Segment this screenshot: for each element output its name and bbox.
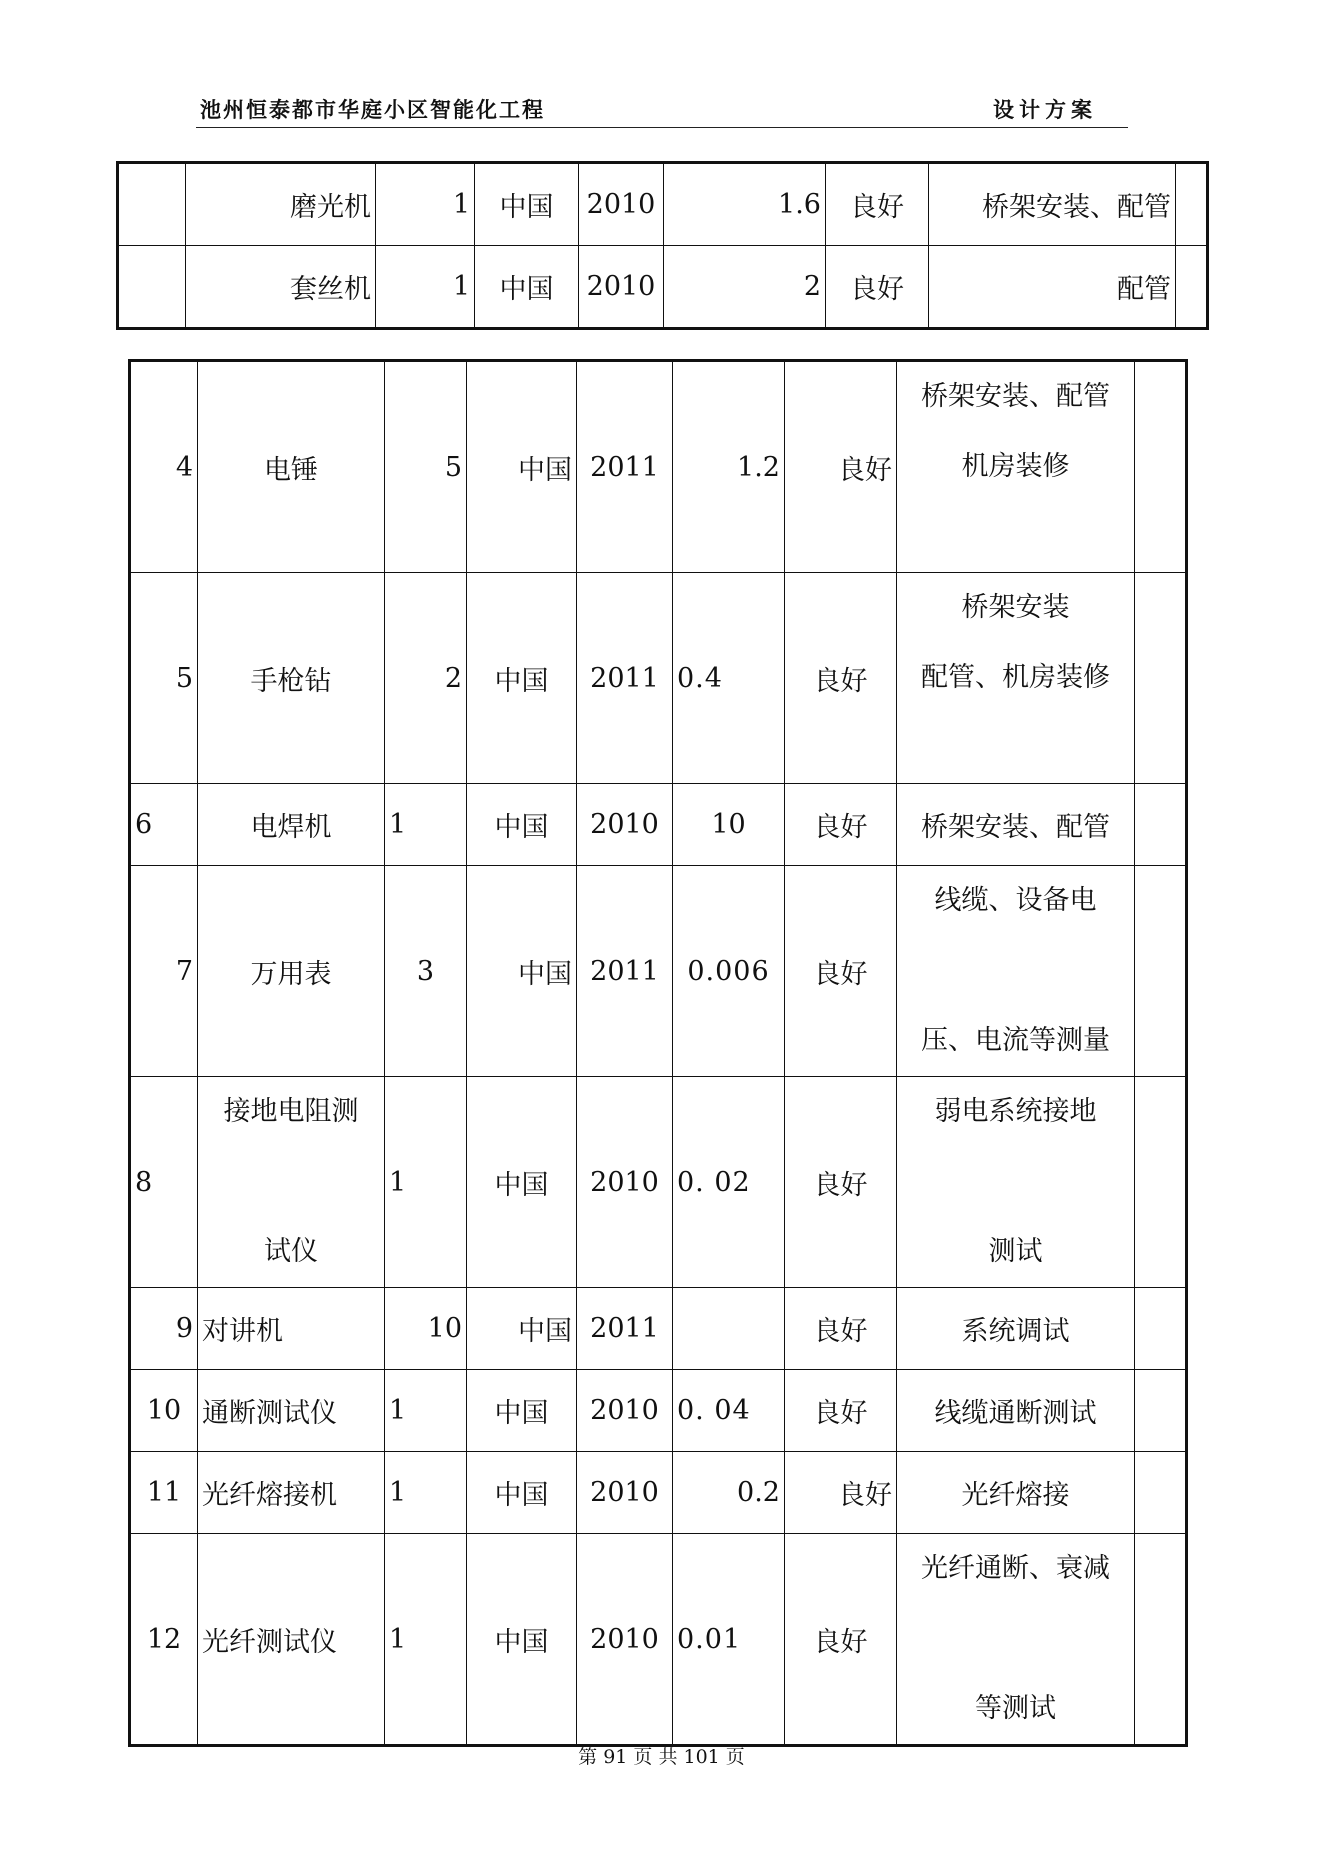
cell-name: 手枪钻 bbox=[198, 573, 385, 784]
cell-name: 对讲机 bbox=[198, 1288, 385, 1370]
table-row bbox=[130, 573, 1187, 784]
cell-year: 2010 bbox=[577, 1534, 673, 1746]
cell-qty: 1 bbox=[376, 163, 475, 246]
cell-origin: 中国 bbox=[475, 163, 579, 246]
cell-usage bbox=[897, 573, 1135, 784]
table-row bbox=[118, 163, 1208, 246]
cell-name: 电锤 bbox=[198, 361, 385, 573]
cell-status: 良好 bbox=[785, 573, 897, 784]
cell-name: 磨光机 bbox=[186, 163, 376, 246]
cell-year: 2010 bbox=[577, 1077, 673, 1288]
cell-year: 2010 bbox=[579, 246, 664, 329]
cell-name: 万用表 bbox=[198, 866, 385, 1077]
cell-qty: 1 bbox=[385, 1452, 467, 1534]
usage-line: 线缆、设备电 bbox=[934, 885, 1097, 916]
cell-no: 10 bbox=[130, 1370, 198, 1452]
cell-no: 4 bbox=[130, 361, 198, 573]
usage-line: 机房装修 bbox=[961, 451, 1070, 482]
table-row bbox=[130, 784, 1187, 866]
cell-usage: 配管 bbox=[929, 246, 1176, 329]
cell-power: 0.4 bbox=[673, 573, 785, 784]
cell-power: 0.2 bbox=[673, 1452, 785, 1534]
cell-no: 5 bbox=[130, 573, 198, 784]
cell-year: 2010 bbox=[577, 1452, 673, 1534]
cell-usage bbox=[897, 361, 1135, 573]
cell-power: 10 bbox=[673, 784, 785, 866]
cell-blank bbox=[1135, 1077, 1187, 1288]
cell-blank bbox=[1135, 361, 1187, 573]
cell-no: 8 bbox=[130, 1077, 198, 1288]
table-row bbox=[130, 1077, 1187, 1288]
cell-status: 良好 bbox=[826, 163, 929, 246]
usage-line: 桥架安装、配管 bbox=[921, 381, 1110, 412]
cell-usage bbox=[897, 1534, 1135, 1746]
cell-power: 0. 02 bbox=[673, 1077, 785, 1288]
cell-status: 良好 bbox=[785, 1370, 897, 1452]
cell-usage bbox=[897, 1077, 1135, 1288]
usage-line: 等测试 bbox=[975, 1693, 1056, 1724]
cell-qty: 1 bbox=[376, 246, 475, 329]
usage-line: 弱电系统接地 bbox=[934, 1096, 1097, 1127]
cell-blank bbox=[1135, 573, 1187, 784]
cell-status: 良好 bbox=[785, 1534, 897, 1746]
cell-year: 2011 bbox=[577, 866, 673, 1077]
cell-year: 2011 bbox=[577, 1288, 673, 1370]
cell-year: 2010 bbox=[579, 163, 664, 246]
cell-usage: 线缆通断测试 bbox=[897, 1370, 1135, 1452]
cell-qty: 3 bbox=[385, 866, 467, 1077]
cell-power: 0.006 bbox=[673, 866, 785, 1077]
cell-qty: 1 bbox=[385, 1534, 467, 1746]
cell-blank bbox=[1135, 866, 1187, 1077]
page-number: 第 91 页 共 101 页 bbox=[578, 1746, 745, 1768]
table-row bbox=[130, 1452, 1187, 1534]
usage-line: 配管、机房装修 bbox=[921, 662, 1110, 693]
cell-qty: 5 bbox=[385, 361, 467, 573]
cell-origin: 中国 bbox=[467, 361, 577, 573]
document-section: 设计方案 bbox=[993, 97, 1097, 122]
cell-year: 2011 bbox=[577, 573, 673, 784]
cell-no: 11 bbox=[130, 1452, 198, 1534]
cell-no: 9 bbox=[130, 1288, 198, 1370]
cell-no: 6 bbox=[130, 784, 198, 866]
cell-power: 0. 04 bbox=[673, 1370, 785, 1452]
cell-usage: 光纤熔接 bbox=[897, 1452, 1135, 1534]
cell-usage: 桥架安装、配管 bbox=[929, 163, 1176, 246]
cell-origin: 中国 bbox=[467, 1288, 577, 1370]
cell-blank bbox=[1176, 163, 1208, 246]
cell-name: 通断测试仪 bbox=[198, 1370, 385, 1452]
cell-power: 2 bbox=[664, 246, 826, 329]
cell-name: 电焊机 bbox=[198, 784, 385, 866]
usage-line: 桥架安装 bbox=[961, 592, 1070, 623]
cell-blank bbox=[1135, 1534, 1187, 1746]
name-line: 试仪 bbox=[264, 1236, 318, 1267]
equipment-table bbox=[128, 359, 1188, 1747]
cell-name: 光纤熔接机 bbox=[198, 1452, 385, 1534]
cell-usage: 桥架安装、配管 bbox=[897, 784, 1135, 866]
table-row bbox=[130, 866, 1187, 1077]
cell-power bbox=[673, 1288, 785, 1370]
cell-no: 12 bbox=[130, 1534, 198, 1746]
cell-origin: 中国 bbox=[467, 784, 577, 866]
cell-status: 良好 bbox=[785, 1077, 897, 1288]
cell-name: 光纤测试仪 bbox=[198, 1534, 385, 1746]
cell-usage: 系统调试 bbox=[897, 1288, 1135, 1370]
cell-qty: 1 bbox=[385, 1370, 467, 1452]
cell-blank bbox=[1176, 246, 1208, 329]
usage-line: 压、电流等测量 bbox=[921, 1025, 1110, 1056]
cell-blank bbox=[1135, 784, 1187, 866]
cell-year: 2010 bbox=[577, 784, 673, 866]
cell-year: 2011 bbox=[577, 361, 673, 573]
cell-name: 套丝机 bbox=[186, 246, 376, 329]
table-row bbox=[130, 361, 1187, 573]
cell-power: 0.01 bbox=[673, 1534, 785, 1746]
cell-name bbox=[198, 1077, 385, 1288]
cell-qty: 2 bbox=[385, 573, 467, 784]
cell-origin: 中国 bbox=[467, 1077, 577, 1288]
equipment-table-continued bbox=[116, 161, 1209, 330]
cell-status: 良好 bbox=[785, 1288, 897, 1370]
cell-origin: 中国 bbox=[475, 246, 579, 329]
cell-origin: 中国 bbox=[467, 1370, 577, 1452]
cell-blank bbox=[1135, 1288, 1187, 1370]
table-row bbox=[130, 1534, 1187, 1746]
cell-power: 1.6 bbox=[664, 163, 826, 246]
cell-no bbox=[118, 246, 186, 329]
cell-blank bbox=[1135, 1370, 1187, 1452]
cell-blank bbox=[1135, 1452, 1187, 1534]
cell-power: 1.2 bbox=[673, 361, 785, 573]
cell-year: 2010 bbox=[577, 1370, 673, 1452]
header-rule bbox=[196, 127, 1128, 128]
name-line: 接地电阻测 bbox=[223, 1096, 359, 1127]
cell-origin: 中国 bbox=[467, 1534, 577, 1746]
cell-qty: 1 bbox=[385, 1077, 467, 1288]
cell-status: 良好 bbox=[785, 866, 897, 1077]
table-row bbox=[130, 1288, 1187, 1370]
cell-no bbox=[118, 163, 186, 246]
cell-qty: 1 bbox=[385, 784, 467, 866]
cell-status: 良好 bbox=[785, 1452, 897, 1534]
usage-line: 测试 bbox=[988, 1236, 1043, 1267]
table-row bbox=[118, 246, 1208, 329]
cell-status: 良好 bbox=[785, 784, 897, 866]
cell-origin: 中国 bbox=[467, 866, 577, 1077]
table-row bbox=[130, 1370, 1187, 1452]
cell-status: 良好 bbox=[826, 246, 929, 329]
cell-origin: 中国 bbox=[467, 573, 577, 784]
cell-origin: 中国 bbox=[467, 1452, 577, 1534]
cell-status: 良好 bbox=[785, 361, 897, 573]
cell-qty: 10 bbox=[385, 1288, 467, 1370]
usage-line: 光纤通断、衰减 bbox=[921, 1553, 1110, 1584]
cell-no: 7 bbox=[130, 866, 198, 1077]
cell-usage bbox=[897, 866, 1135, 1077]
document-title: 池州恒泰都市华庭小区智能化工程 bbox=[200, 97, 545, 122]
